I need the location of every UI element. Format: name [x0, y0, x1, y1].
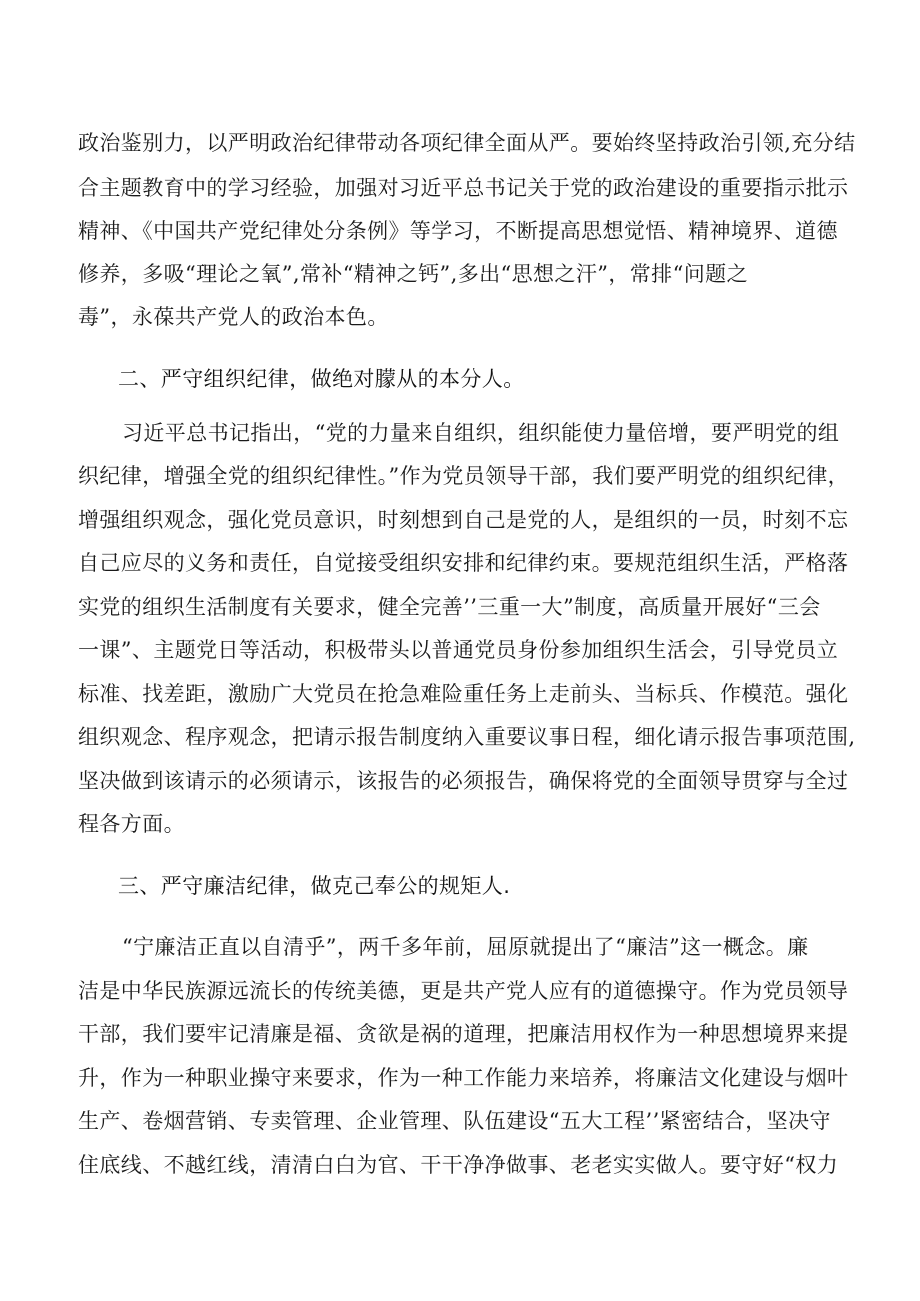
paragraph-2-line-7: 标准、找差距，激励广大党员在抢急难险重任务上走前头、当标兵、作模范。强化 — [78, 682, 849, 706]
section-heading-2: 二、严守组织纪律，做绝对朦从的本分人。 — [118, 367, 525, 391]
paragraph-1-line-3: 精神、《中国共产党纪律处分条例》等学习，不断提高思想觉悟、精神境界、道德 — [78, 219, 838, 243]
paragraph-3-line-2: 洁是中华民族源远流长的传统美德，更是共产党人应有的道德操守。作为党员领导 — [78, 979, 849, 1003]
paragraph-2-line-8: 组织观念、程序观念，把请示报告制度纳入重要议事日程，细化请示报告事项范围, — [78, 725, 856, 749]
paragraph-3-line-5: 生产、卷烟营销、专卖管理、企业管理、队伍建设“五大工程’’紧密结合，坚决守 — [78, 1109, 831, 1133]
section-heading-3: 三、严守廉洁纪律，做克己奉公的规矩人. — [118, 874, 511, 898]
paragraph-2-line-3: 增强组织观念，强化党员意识，时刻想到自己是党的人，是组织的一员，时刻不忘 — [78, 508, 849, 532]
paragraph-1-line-2: 合主题教育中的学习经验，加强对习近平总书记关于党的政治建设的重要指示批示 — [78, 176, 849, 200]
paragraph-2-line-4: 自己应尽的义务和责任，自觉接受组织安排和纪律约束。要规范组织生活，严格落 — [78, 551, 849, 575]
paragraph-1-line-1: 政治鉴别力，以严明政治纪律带动各项纪律全面从严。要始终坚持政治引领,充分结 — [78, 131, 856, 155]
paragraph-2-line-1: 习近平总书记指出，“党的力量来自组织，组织能使力量倍增，要严明党的组 — [122, 421, 840, 445]
paragraph-2-line-2: 织纪律，增强全党的组织纪律性。”作为党员领导干部，我们要严明党的组织纪律， — [78, 464, 850, 488]
paragraph-3-line-1: “宁廉洁正直以自清乎”，两千多年前，屈原就提出了“廉洁”这一概念。廉 — [122, 935, 809, 959]
paragraph-1-line-4: 修养，多吸“理论之氧”,常补“精神之钙”,多出“思想之汗”，常排“问题之 — [78, 262, 748, 286]
paragraph-2-line-9: 坚决做到该请示的必须请示，该报告的必须报告，确保将党的全面领导贯穿与全过 — [78, 769, 849, 793]
paragraph-2-line-5: 实党的组织生活制度有关要求，健全完善’’三重一大”制度，高质量开展好“三会 — [78, 595, 821, 619]
paragraph-1-line-5: 毒”，永葆共产党人的政治本色。 — [78, 305, 389, 329]
paragraph-2-line-6: 一课”、主题党日等活动，积极带头以普通党员身份参加组织生活会，引导党员立 — [78, 638, 839, 662]
paragraph-3-line-3: 干部，我们要牢记清廉是福、贪欲是祸的道理，把廉洁用权作为一种思想境界来提 — [78, 1022, 849, 1046]
paragraph-2-line-10: 程各方面。 — [78, 812, 185, 836]
paragraph-3-line-4: 升，作为一种职业操守来要求，作为一种工作能力来培养，将廉洁文化建设与烟叶 — [78, 1066, 849, 1090]
paragraph-3-line-6: 住底线、不越红线，清清白白为官、干干净净做事、老老实实做人。要守好“权力 — [78, 1153, 839, 1177]
